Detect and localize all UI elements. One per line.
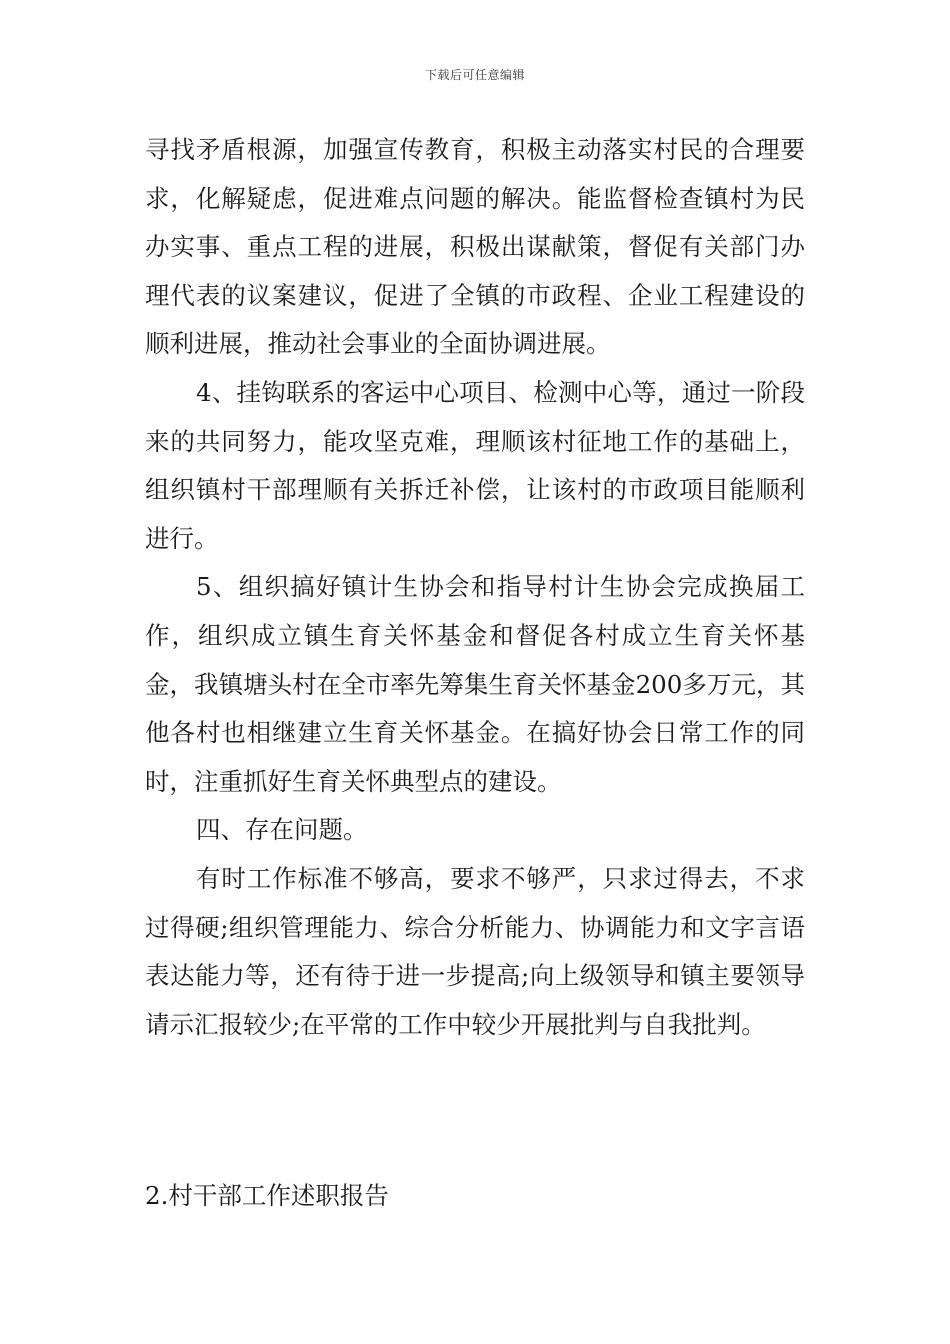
paragraph-5: 有时工作标准不够高，要求不够严，只求过得去，不求过得硬;组织管理能力、综合分析能力、协调能力和文字言语表达能力等，还有待于进一步提高;向上级领导和镇主要领导请示汇报较少;在平常的工作中较少开展批判与自我批判。 xyxy=(145,863,805,1039)
document-body xyxy=(145,126,805,1049)
paragraph-3: 5、组织搞好镇计生协会和指导村计生协会完成换届工作，组织成立镇生育关怀基金和督促各村成立生育关怀基金，我镇塘头村在全市率先筹集生育关怀基金200多万元，其他各村也相继建立生育关怀基金。在搞好协会日常工作的同时，注重抓好生育关怀典型点的建设。 xyxy=(145,572,805,796)
section-heading: 2.村干部工作述职报告 xyxy=(145,1181,389,1210)
page-header-note: 下载后可任意编辑 xyxy=(424,68,525,82)
paragraph-2: 4、挂钩联系的客运中心项目、检测中心等，通过一阶段来的共同努力，能攻坚克难，理顺该村征地工作的基础上，组织镇村干部理顺有关拆迁补偿，让该村的市政项目能顺利进行。 xyxy=(145,377,805,553)
paragraph-1: 寻找矛盾根源，加强宣传教育，积极主动落实村民的合理要求，化解疑虑，促进难点问题的解决。能监督检查镇村为民办实事、重点工程的进展，积极出谋献策，督促有关部门办理代表的议案建议，促进了全镇的市政程、企业工程建设的顺利进展，推动社会事业的全面协调进展。 xyxy=(145,135,805,359)
paragraph-4-problems-heading: 四、存在问题。 xyxy=(196,815,368,845)
